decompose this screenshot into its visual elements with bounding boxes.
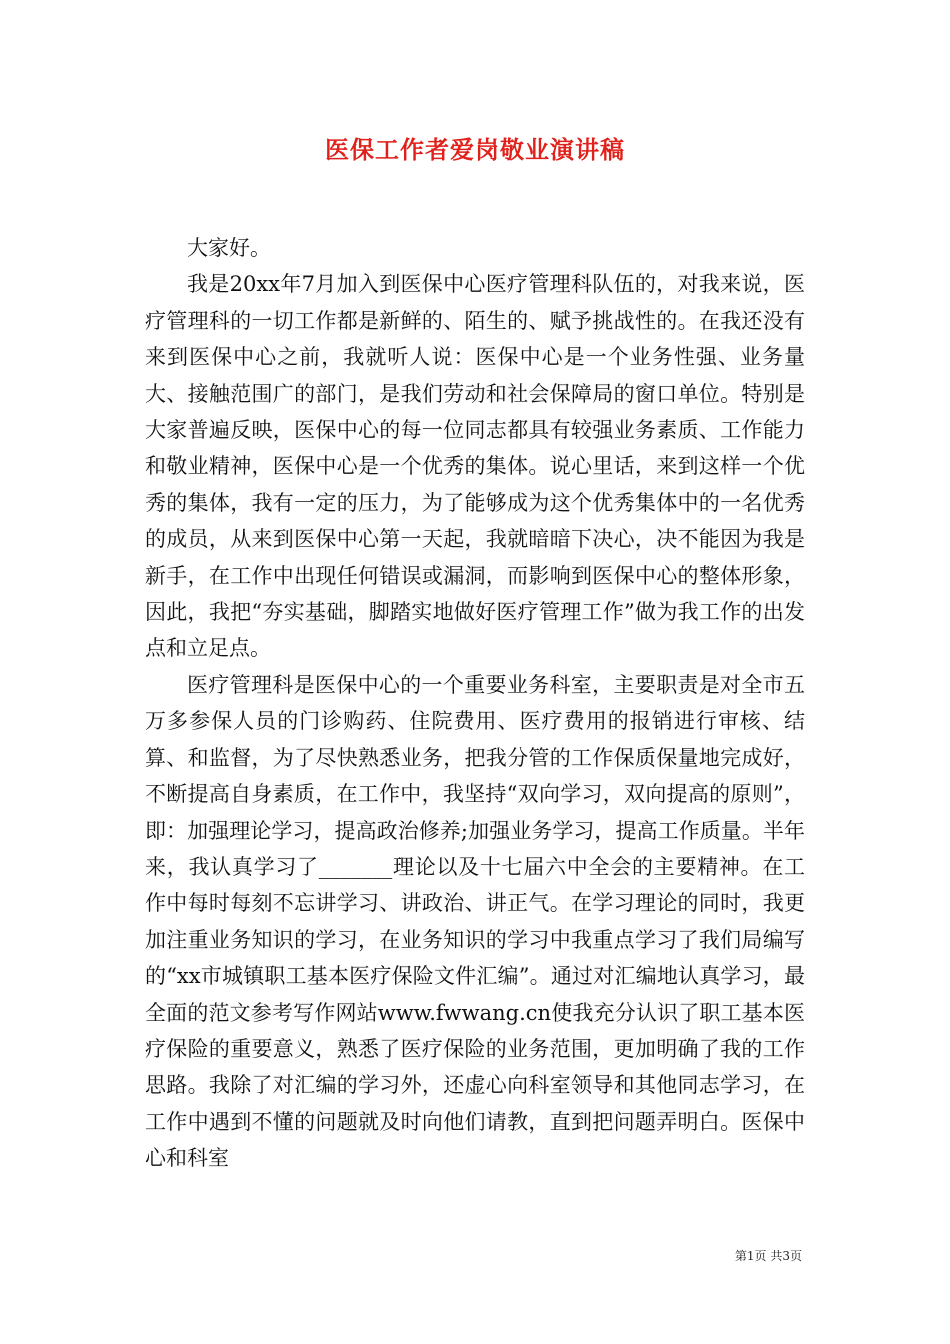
document-body (145, 230, 805, 1177)
document-title: 医保工作者爱岗敬业演讲稿 (325, 135, 625, 164)
paragraph-greeting: 大家好。 (187, 236, 271, 260)
paragraph-duties: 医疗管理科是医保中心的一个重要业务科室，主要职责是对全市五万多参保人员的门诊购药、住院费用、医疗费用的报销进行审核、结算、和监督，为了尽快熟悉业务，把我分管的工作保质保量地完成好，不断提高自身素质，在工作中，我坚持“双向学习，双向提高的原则”，即：加强理论学习，提高政治修养;加强业务学习，提高工作质量。半年来，我认真学习了_______理论以及十七届六中全会的主要精神。在工作中每时每刻不忘讲学习、讲政治、讲正气。在学习理论的同时，我更加注重业务知识的学习，在业务知识的学习中我重点学习了我们局编写的“xx市城镇职工基本医疗保险文件汇编”。通过对汇编地认真学习，最全面的范文参考写作网站www.fwwang.cn使我充分认识了职工基本医疗保险的重要意义，熟悉了医疗保险的业务范围，更加明确了我的工作思路。我除了对汇编的学习外，还虚心向科室领导和其他同志学习，在工作中遇到不懂的问题就及时向他们请教，直到把问题弄明白。医保中心和科室 (145, 672, 805, 1171)
paragraph-intro: 我是20xx年7月加入到医保中心医疗管理科队伍的，对我来说，医疗管理科的一切工作都是新鲜的、陌生的、赋予挑战性的。在我还没有来到医保中心之前，我就听人说：医保中心是一个业务性强、业务量大、接触范围广的部门，是我们劳动和社会保障局的窗口单位。特别是大家普遍反映，医保中心的每一位同志都具有较强业务素质、工作能力和敬业精神，医保中心是一个优秀的集体。说心里话，来到这样一个优秀的集体，我有一定的压力，为了能够成为这个优秀集体中的一名优秀的成员，从来到医保中心第一天起，我就暗暗下决心，决不能因为我是新手，在工作中出现任何错误或漏洞，而影响到医保中心的整体形象，因此，我把“夯实基础，脚踏实地做好医疗管理工作”做为我工作的出发点和立足点。 (145, 272, 805, 661)
page-number-footer: 第1页 共3页 (734, 1249, 802, 1263)
